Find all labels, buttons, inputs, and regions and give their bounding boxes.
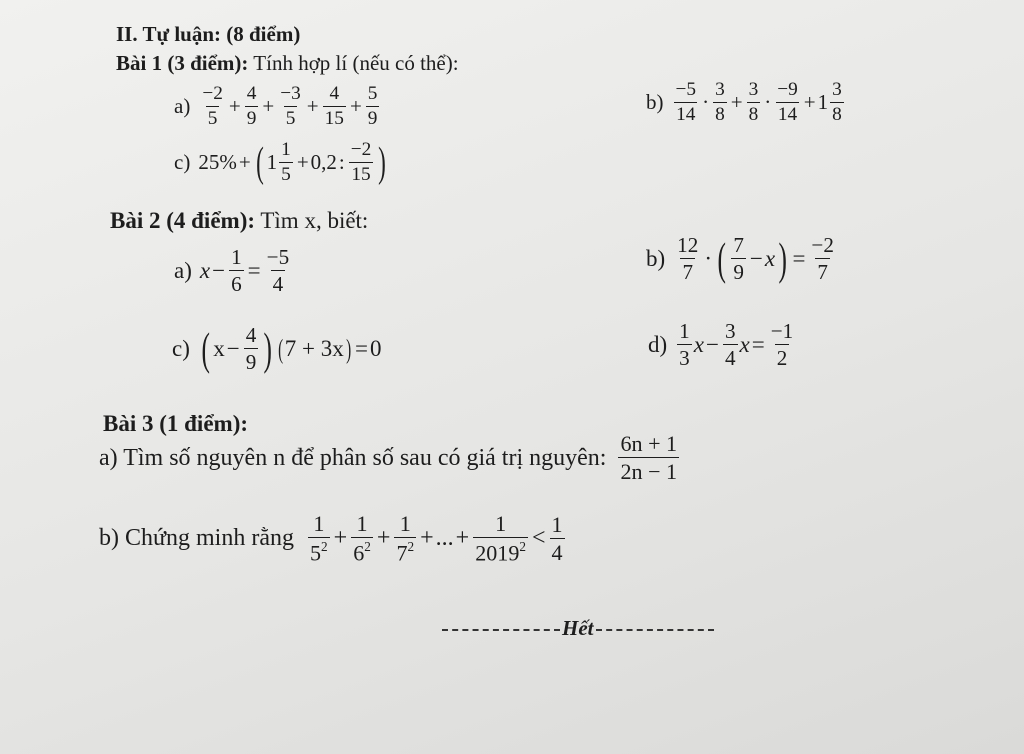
variable-x: x xyxy=(199,258,211,284)
denominator: 15 xyxy=(324,108,344,130)
exponent: 2 xyxy=(407,539,415,555)
denominator: 5 xyxy=(207,108,218,130)
fraction xyxy=(473,512,528,565)
second-factor: 7 + 3x xyxy=(284,336,344,362)
bai3-b: b) Chứng minh rằng $\frac{1}{5^2}$ + $\frac{1}{6^2}$ + $\frac{1}{7^2}$ + ... + $\frac{1}{2019^2}$ < $\frac{1}{4}$ xyxy=(99,511,563,566)
bai1-a: a) $\frac{-2}{5}$ + $\frac{4}{9}$ + $\frac{-3}{5}$ + $\frac{4}{15}$ + $\frac{5}{9}$ xyxy=(174,83,378,130)
numerator: 1 xyxy=(495,511,507,536)
bai1-b: b) $\frac{-5}{14}$ · $\frac{3}{8}$ + $\frac{3}{8}$ · $\frac{-9}{14}$ + 1 $\frac{3}{8}$ xyxy=(646,80,846,126)
numerator: 6n + 1 xyxy=(620,431,678,456)
variable-x: x xyxy=(693,332,704,358)
denominator: 5 xyxy=(281,164,291,186)
decimal-value: 0,2 xyxy=(310,150,337,175)
denominator xyxy=(473,537,528,564)
numerator: −9 xyxy=(777,79,798,100)
numerator: −1 xyxy=(770,319,794,343)
variable-x: x xyxy=(739,332,750,358)
fraction xyxy=(809,234,836,283)
bai3-a xyxy=(99,432,681,483)
fraction xyxy=(675,234,700,283)
numerator: 1 xyxy=(551,511,563,537)
fraction xyxy=(323,84,346,130)
fraction xyxy=(244,324,259,373)
fraction xyxy=(229,246,244,295)
denominator: 8 xyxy=(715,104,725,126)
fraction xyxy=(279,140,293,186)
section-title: II. Tự luận: (8 điểm) xyxy=(116,22,301,46)
fraction xyxy=(677,320,692,369)
numerator: −2 xyxy=(811,233,834,257)
denominator: 6 xyxy=(231,272,242,297)
fraction xyxy=(278,84,303,130)
numerator: 1 xyxy=(313,511,325,536)
end-marker xyxy=(440,616,716,641)
fraction xyxy=(723,320,738,369)
fraction xyxy=(200,84,225,130)
fraction xyxy=(731,234,746,283)
denominator: 9 xyxy=(246,108,257,130)
base: 6 xyxy=(353,540,365,566)
denominator xyxy=(308,537,330,564)
numerator: −2 xyxy=(350,139,372,160)
bai2-d: d) $\frac{1}{3}$ x − $\frac{3}{4}$ x = $\frac{-1}{2}$ xyxy=(648,319,794,371)
dash-right xyxy=(596,629,714,631)
bai1-instruction: Tính hợp lí (nếu có thể): xyxy=(253,51,459,75)
numerator: 3 xyxy=(748,79,759,100)
denominator: 3 xyxy=(679,346,690,371)
exponent: 2 xyxy=(321,539,328,555)
numerator: −5 xyxy=(266,245,290,269)
fraction xyxy=(618,432,679,483)
denominator: 9 xyxy=(367,108,378,130)
fraction xyxy=(769,320,796,369)
bai2-title: Bài 2 (4 điểm): xyxy=(110,208,256,233)
denominator: 8 xyxy=(748,104,759,126)
exponent: 2 xyxy=(519,539,526,555)
fraction xyxy=(830,80,844,126)
fraction xyxy=(351,512,373,565)
denominator: 15 xyxy=(351,164,371,186)
denominator: 2n − 1 xyxy=(620,459,678,485)
ellipsis: ... xyxy=(435,525,454,552)
whole-part: 1 xyxy=(266,150,278,175)
label-b: b) xyxy=(646,90,664,115)
numerator: 1 xyxy=(281,139,291,160)
fraction xyxy=(550,513,565,564)
denominator: 9 xyxy=(733,260,744,285)
fraction xyxy=(674,80,699,126)
numerator: 3 xyxy=(724,319,736,343)
denominator: 5 xyxy=(285,108,296,130)
numerator: 4 xyxy=(329,83,340,104)
end-text: Hết xyxy=(562,616,594,640)
bai2-c: c) ( x − $\frac{4}{9}$ ) ( 7 + 3x ) = 0 xyxy=(172,322,382,375)
numerator: 3 xyxy=(832,79,842,100)
fraction xyxy=(747,80,761,126)
denominator: 4 xyxy=(724,346,736,371)
label-c: c) xyxy=(174,150,191,175)
mixed-number xyxy=(818,80,846,126)
numerator: −2 xyxy=(202,83,223,104)
bai2-a: a) x − $\frac{1}{6}$ = $\frac{-5}{4}$ xyxy=(174,245,290,297)
numerator: 1 xyxy=(356,511,368,536)
numerator: 4 xyxy=(245,323,257,347)
bai3-b-text: b) Chứng minh rằng xyxy=(99,525,294,552)
denominator: 2 xyxy=(776,346,788,371)
bai3-a-text: a) Tìm số nguyên n để phân số sau có giá trị nguyên: xyxy=(99,444,607,471)
fraction xyxy=(775,80,800,126)
bai1-title: Bài 1 (3 điểm): xyxy=(116,51,249,75)
base: 5 xyxy=(310,540,322,566)
fraction xyxy=(245,84,259,130)
variable-x: x xyxy=(764,246,776,272)
label-a: a) xyxy=(174,258,192,284)
label-d: d) xyxy=(648,332,668,358)
numerator: 5 xyxy=(367,83,378,104)
label-b: b) xyxy=(646,246,666,272)
denominator: 9 xyxy=(245,350,257,375)
numerator: 3 xyxy=(715,79,725,100)
numerator: 12 xyxy=(677,233,699,257)
numerator: 1 xyxy=(231,245,242,269)
bai2-b: b) $\frac{12}{7}$ · ( $\frac{7}{9}$ − x ) = $\frac{-2}{7}$ xyxy=(646,232,834,285)
label-a: a) xyxy=(174,94,191,119)
fraction xyxy=(308,512,330,565)
bai1-c: c) 25% + ( 1 $\frac{1}{5}$ + 0,2 : $\frac{-2}{15}$ ) xyxy=(174,139,387,186)
denominator: 4 xyxy=(272,272,284,297)
percent-value: 25% xyxy=(198,150,237,175)
exponent: 2 xyxy=(364,539,371,555)
denominator xyxy=(394,537,416,564)
whole-part: 1 xyxy=(817,90,829,115)
rhs-value: 0 xyxy=(369,336,382,362)
denominator: 8 xyxy=(832,104,842,126)
dash-left xyxy=(442,629,560,631)
numerator: −3 xyxy=(280,83,301,104)
numerator: −5 xyxy=(675,79,697,100)
numerator: 1 xyxy=(399,511,411,536)
fraction xyxy=(394,512,416,565)
fraction xyxy=(265,246,292,295)
fraction xyxy=(713,80,727,126)
numerator: 1 xyxy=(679,319,690,343)
fraction xyxy=(366,84,380,130)
numerator: 7 xyxy=(733,233,744,257)
bai3-title: Bài 3 (1 điểm): xyxy=(103,411,249,436)
base: 7 xyxy=(396,540,408,566)
bai1-heading xyxy=(116,53,459,74)
bai2-heading xyxy=(110,209,368,232)
base: 2019 xyxy=(475,540,520,566)
label-c: c) xyxy=(172,336,190,362)
denominator: 14 xyxy=(777,104,798,126)
denominator: 4 xyxy=(551,539,563,565)
denominator: 14 xyxy=(676,104,696,126)
numerator: 4 xyxy=(246,83,257,104)
fraction xyxy=(349,140,374,186)
denominator: 7 xyxy=(817,260,828,285)
bai2-instruction: Tìm x, biết: xyxy=(260,208,369,233)
variable-x: x xyxy=(213,336,225,362)
mixed-number xyxy=(267,140,295,186)
denominator: 7 xyxy=(682,260,694,285)
denominator xyxy=(351,537,373,564)
